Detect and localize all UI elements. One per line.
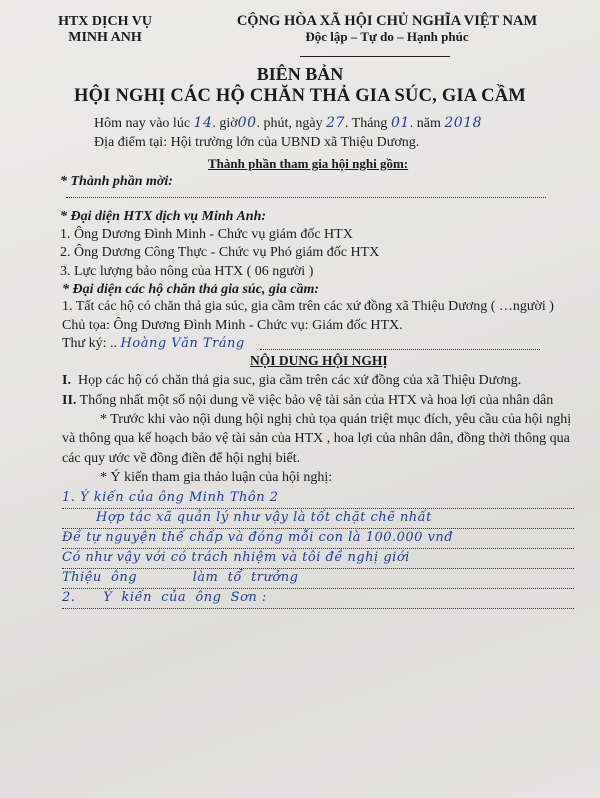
opinion-line-4-dots bbox=[62, 568, 574, 569]
opinion-line-1-dots bbox=[62, 508, 574, 509]
secretary-label: Thư ký: .. bbox=[62, 336, 118, 351]
paragraph-line-2: và thông qua kế hoạch bảo vệ tài sản của HTX , hoa lợi của nhân dân, đồng thời thông qua bbox=[62, 431, 570, 446]
invited-label: * Thành phần mời: bbox=[60, 174, 173, 189]
chairperson: Chủ tọa: Ông Dương Đình Minh - Chức vụ: Giám đốc HTX. bbox=[62, 318, 403, 333]
content-heading: NỘI DUNG HỘI NGHỊ bbox=[250, 353, 388, 368]
secretary-name-field[interactable]: Hoàng Văn Tráng bbox=[120, 336, 245, 351]
secretary-line bbox=[62, 336, 245, 352]
day-field[interactable]: 27 bbox=[326, 115, 345, 131]
content-item-2: II. Thống nhất một số nội dung về việc bảo vệ tài sản của HTX và hoa lợi của nhân dân bbox=[62, 393, 554, 408]
org-line-2: MINH ANH bbox=[68, 30, 142, 45]
organization-name bbox=[50, 14, 160, 46]
htx-representatives-label: * Đại diện HTX dịch vụ Minh Anh: bbox=[60, 209, 267, 224]
content-item-1: I. Họp các hộ có chăn thả gia suc, gia cầm trên các xứ đồng của xã Thiệu Dương. bbox=[62, 373, 522, 388]
htx-member-3: 3. Lực lượng bảo nông của HTX ( 06 người ) bbox=[60, 264, 314, 279]
minute-field[interactable]: 00 bbox=[237, 115, 257, 131]
national-header bbox=[232, 13, 542, 45]
org-line-1: HTX DỊCH VỤ bbox=[58, 14, 152, 29]
opinion-line-5-dots bbox=[62, 588, 574, 589]
opinion-line-1[interactable]: 1. Ý kiến của ông Minh Thôn 2 bbox=[62, 490, 279, 505]
opinions-label: * Ý kiến tham gia thảo luận của hội nghị: bbox=[100, 470, 333, 485]
motto-underline bbox=[300, 56, 450, 57]
meeting-time-line: Hôm nay vào lúc 14. giờ00. phút, ngày 27. Tháng 01. năm 2018 bbox=[94, 115, 483, 131]
nation-name: CỘNG HÒA XÃ HỘI CHỦ NGHĨA VIỆT NAM bbox=[236, 13, 538, 29]
document-title: BIÊN BẢN bbox=[256, 64, 344, 84]
opinion-line-6-dots bbox=[62, 608, 574, 609]
opinion-line-3-dots bbox=[62, 548, 574, 549]
opinion-line-2[interactable]: Hợp tác xã quản lý như vậy là tốt chặt chẽ nhất bbox=[96, 510, 432, 525]
invited-fill-line[interactable] bbox=[66, 197, 546, 198]
opinion-line-6[interactable]: 2. Ý kiến của ông Sơn : bbox=[62, 590, 267, 605]
htx-member-1: 1. Ông Dương Đình Minh - Chức vụ giám đốc HTX bbox=[60, 227, 353, 242]
document-subtitle: HỘI NGHỊ CÁC HỘ CHĂN THẢ GIA SÚC, GIA CẦM bbox=[74, 86, 526, 106]
households-item-1: 1. Tất các hộ có chăn thả gia súc, gia cầm trên các xứ đồng xã Thiệu Dương ( …người ) bbox=[62, 299, 554, 314]
national-motto: Độc lập – Tự do – Hạnh phúc bbox=[305, 29, 469, 44]
opinion-line-2-dots bbox=[62, 528, 574, 529]
opinion-line-3[interactable]: Đề tự nguyện thế chấp và đóng mỗi con là 100.000 vnđ bbox=[62, 530, 454, 545]
paragraph-line-1: * Trước khi vào nội dung hội nghị chủ tọa quán triệt mục đích, yêu cầu của hội nghị bbox=[100, 412, 572, 427]
hour-field[interactable]: 14 bbox=[193, 115, 213, 131]
opinion-line-5[interactable]: Thiệu ông làm tổ trưởng bbox=[62, 570, 299, 585]
htx-member-2: 2. Ông Dương Công Thực - Chức vụ Phó giám đốc HTX bbox=[60, 245, 380, 260]
year-field[interactable]: 2018 bbox=[444, 115, 483, 131]
paragraph-line-3: các quy ước về đồng điền để hội nghị biết. bbox=[62, 451, 301, 466]
month-field[interactable]: 01 bbox=[390, 115, 410, 131]
households-label: * Đại diện các hộ chăn thả gia súc, gia cầm: bbox=[62, 282, 320, 297]
meeting-location: Địa điểm tại: Hội trường lớn của UBND xã Thiệu Dương. bbox=[94, 135, 420, 150]
secretary-fill-line bbox=[260, 349, 540, 350]
participants-heading: Thành phần tham gia hội nghi gồm: bbox=[208, 156, 409, 171]
opinion-line-4[interactable]: Có như vậy với có trách nhiệm và tôi đề nghị giới bbox=[62, 550, 410, 565]
